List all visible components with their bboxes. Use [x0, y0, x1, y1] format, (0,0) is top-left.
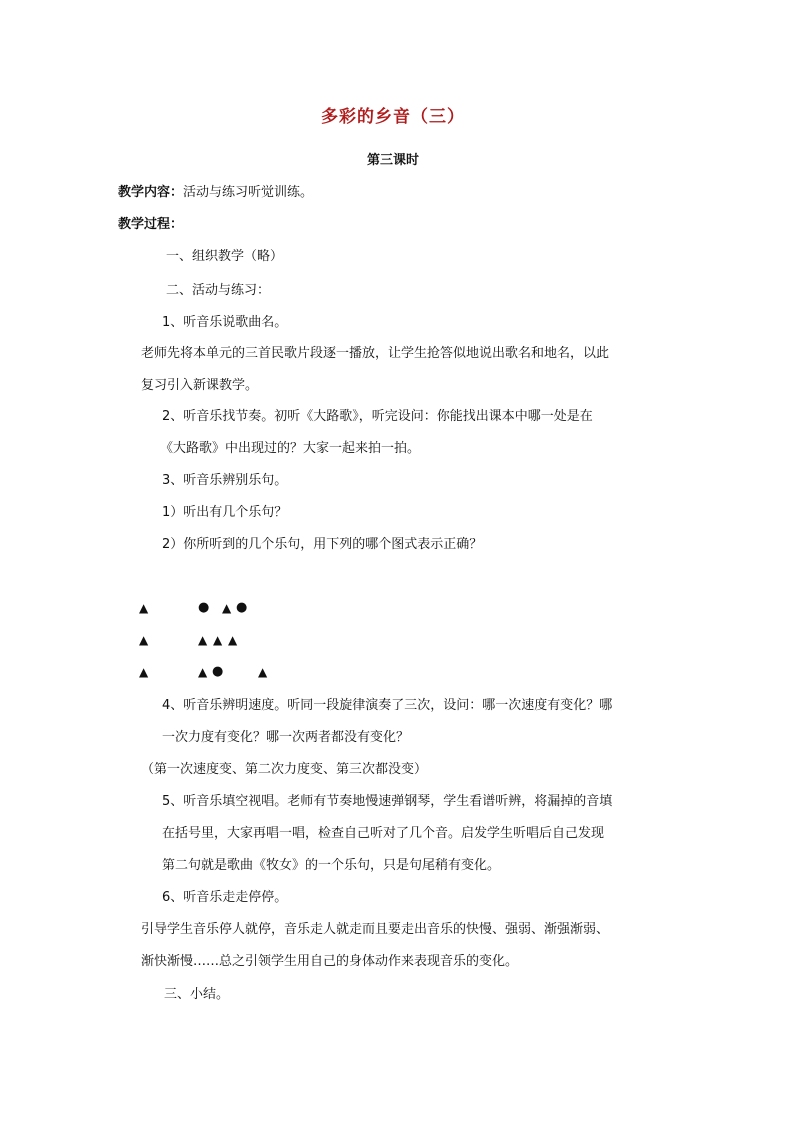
triangle-icon: ▲	[198, 665, 208, 679]
lesson-subtitle: 第三课时	[366, 153, 419, 168]
triangle-icon: ▲	[213, 633, 223, 647]
triangle-icon: ▲	[228, 633, 238, 647]
circle-icon: ●	[212, 664, 224, 679]
item-1-desc-line1: 老师先将本单元的三首民歌片段逐一播放，让学生抢答似地说出歌名和地名，以此	[141, 346, 610, 361]
triangle-icon: ▲	[139, 633, 149, 647]
item-2-line1: 2、听音乐找节奏。初听《大路歌》，听完设问：你能找出课本中哪一处是在	[162, 409, 593, 424]
teaching-content-line	[118, 184, 313, 202]
item-2-line2: 《大路歌》中出现过的？大家一起来拍一拍。	[160, 441, 421, 456]
circle-icon: ●	[198, 600, 210, 615]
teaching-process-label: 教学过程：	[118, 217, 184, 232]
item-3-q1: 1）听出有几个乐句？	[162, 505, 288, 520]
item-1-desc-line2: 复习引入新课教学。	[141, 378, 259, 393]
item-5-line1: 5、听音乐填空视唱。老师有节奏地慢速弹钢琴，学生看谱听辨，将漏掉的音填	[162, 794, 613, 809]
triangle-icon: ▲	[139, 665, 149, 679]
item-6-desc-line1: 引导学生音乐停人就停，音乐走人就走而且要走出音乐的快慢、强弱、渐强渐弱、	[141, 922, 610, 937]
item-3-q2: 2）你所听到的几个乐句，用下列的哪个图式表示正确？	[162, 537, 483, 552]
triangle-icon: ▲	[198, 633, 208, 647]
item-4-line1: 4、听音乐辨明速度。听同一段旋律演奏了三次，设问：哪一次速度有变化？哪	[162, 698, 613, 713]
teaching-content-text: 活动与练习听觉训练。	[183, 185, 314, 200]
triangle-icon: ▲	[258, 665, 268, 679]
section-summary: 三、小结。	[164, 987, 230, 1002]
item-6: 6、听音乐走走停停。	[162, 890, 288, 905]
circle-icon: ●	[236, 600, 248, 615]
section-organize: 一、组织教学（略）	[166, 249, 284, 264]
item-4-answer: （第一次速度变、第二次力度变、第三次都没变）	[141, 762, 428, 777]
item-6-desc-line2: 渐快渐慢……总之引领学生用自己的身体动作来表现音乐的变化。	[141, 954, 519, 969]
item-1: 1、听音乐说歌曲名。	[162, 315, 288, 330]
teaching-content-label: 教学内容：	[118, 185, 184, 200]
item-5-line2: 在括号里，大家再唱一唱，检查自己听对了几个音。启发学生听唱后自己发现	[162, 826, 605, 841]
triangle-icon: ▲	[139, 601, 149, 615]
item-5-line3: 第二句就是歌曲《牧女》的一个乐句，只是句尾稍有变化。	[162, 858, 501, 873]
item-4-line2: 一次力度有变化？哪一次两者都没有变化？	[162, 730, 410, 745]
page-title: 多彩的乡音（三）	[321, 107, 465, 127]
section-activities: 二、活动与练习：	[166, 283, 271, 298]
triangle-icon: ▲	[222, 601, 232, 615]
item-3: 3、听音乐辨别乐句。	[162, 473, 288, 488]
